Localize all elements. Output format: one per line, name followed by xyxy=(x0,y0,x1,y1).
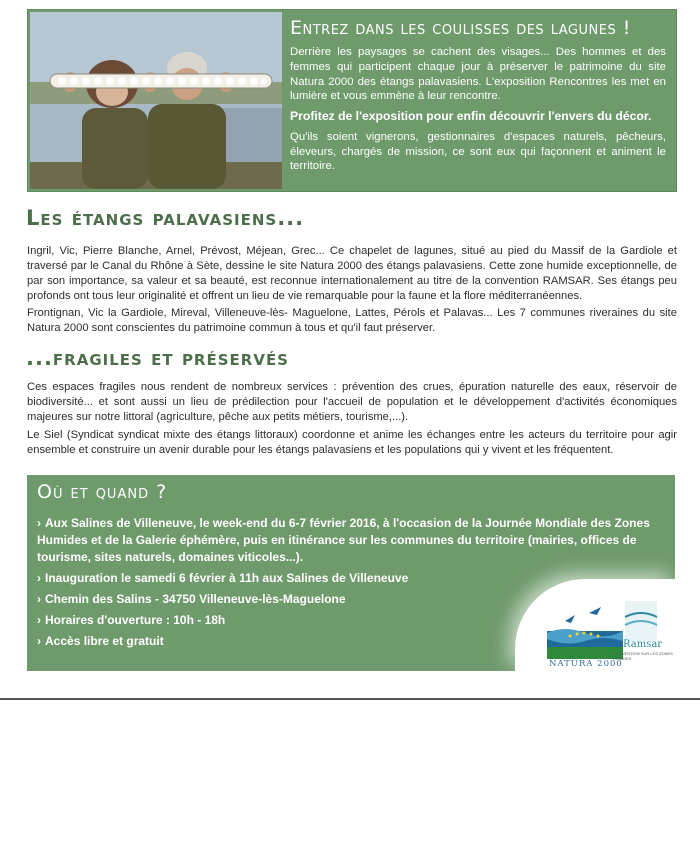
section-fragiles-paragraph-1: Ces espaces fragiles nous rendent de nombreux services : prévention des crues, épuration naturelle des eaux, réservoir de biodiversité... et sont aussi un lieu de prédilection pour l'accueil de population et le développement d'activités économiques majeures sur notre littoral (agriculture, pêche aux petits métiers, tourisme,...). xyxy=(27,381,677,423)
bullet-icon: › xyxy=(37,571,41,586)
list-item: › Chemin des Salins - 34750 Villeneuve-lès-Maguelone xyxy=(37,592,346,607)
list-item: › Inauguration le samedi 6 février à 11h aux Salines de Villeneuve xyxy=(37,571,409,586)
section-title-etangs: Les étangs palavasiens... xyxy=(26,206,305,230)
bullet-icon: › xyxy=(37,516,41,530)
list-item: › Aux Salines de Villeneuve, le week-end du 6-7 février 2016, à l'occasion de la Journée Mondiale des Zones Humides et de la Galerie éphémère, puis en itinérance sur les communes du territoire (mairies, offices de tourisme, sites naturels, domaines viticoles...). xyxy=(37,516,650,565)
section-etangs-paragraph-1: Ingril, Vic, Pierre Blanche, Arnel, Prévost, Méjean, Grec... Ce chapelet de lagunes, situé au pied du Massif de la Gardiole et traversé par le Canal du Rhône à Sète, dessine le site Natura 2000 des étangs palavasiens. Cette zone humide exceptionnelle, de par son importance, sa valeur et sa beauté, est reconnue internationalement au titre de la convention RAMSAR. Ses étangs peu profonds ont tous leur originalité et offrent un lieu de vie remarquable pour la faune et la flore méditerranéennes. xyxy=(27,245,677,302)
page-divider xyxy=(0,698,700,700)
bullet-icon: › xyxy=(37,613,41,628)
section-fragiles-paragraph-2: Le Siel (Syndicat syndicat mixte des étangs littoraux) coordonne et anime les échanges entre les acteurs du territoire pour agir ensemble et construire un avenir durable pour les étangs palavasiens et les populations qui y vivent et les fréquentent. xyxy=(27,429,677,456)
section-title-fragiles: ...fragiles et préservés xyxy=(26,346,289,370)
hero-paragraph-actors: Qu'ils soient vignerons, gestionnaires d'espaces naturels, pêcheurs, éleveurs, chargés de mission, ce sont eux qui façonnent et animent le territoire. xyxy=(290,131,666,173)
list-item: › Horaires d'ouverture : 10h - 18h xyxy=(37,613,226,628)
ramsar-subtitle: CONVENTION SUR LES ZONES HUMIDES xyxy=(613,651,673,661)
where-when-panel xyxy=(27,475,675,671)
hero-photo xyxy=(30,12,282,189)
hero-paragraph-cta: Profitez de l'exposition pour enfin découvrir l'envers du décor. xyxy=(290,108,652,123)
hero-title: Entrez dans les coulisses des lagunes ! xyxy=(290,17,631,39)
hero-paragraph-intro: Derrière les paysages se cachent des visages... Des hommes et des femmes qui participent chaque jour à préserver le patrimoine du site Natura 2000 des étangs palavasiens. L'exposition Rencontres les met en lumière et vous emmène à leur rencontre. xyxy=(290,46,666,103)
hero-panel xyxy=(27,9,677,192)
people-with-lightbar-photo xyxy=(30,12,282,189)
where-when-title: Où et quand ? xyxy=(37,481,168,503)
bullet-icon: › xyxy=(37,592,41,607)
section-etangs-paragraph-2: Frontignan, Vic la Gardiole, Mireval, Villeneuve-lès- Maguelone, Lattes, Pérols et Palavas... Les 7 communes riveraines du site Natura 2000 sont conscientes du patrimoine commun à tous et qu'il faut préserver. xyxy=(27,307,677,334)
bullet-icon: › xyxy=(37,634,41,649)
ramsar-label: Ramsar xyxy=(623,639,663,650)
natura-2000-label: NATURA 2000 xyxy=(549,659,623,669)
list-item: › Accès libre et gratuit xyxy=(37,634,164,649)
hero-text xyxy=(290,16,666,179)
